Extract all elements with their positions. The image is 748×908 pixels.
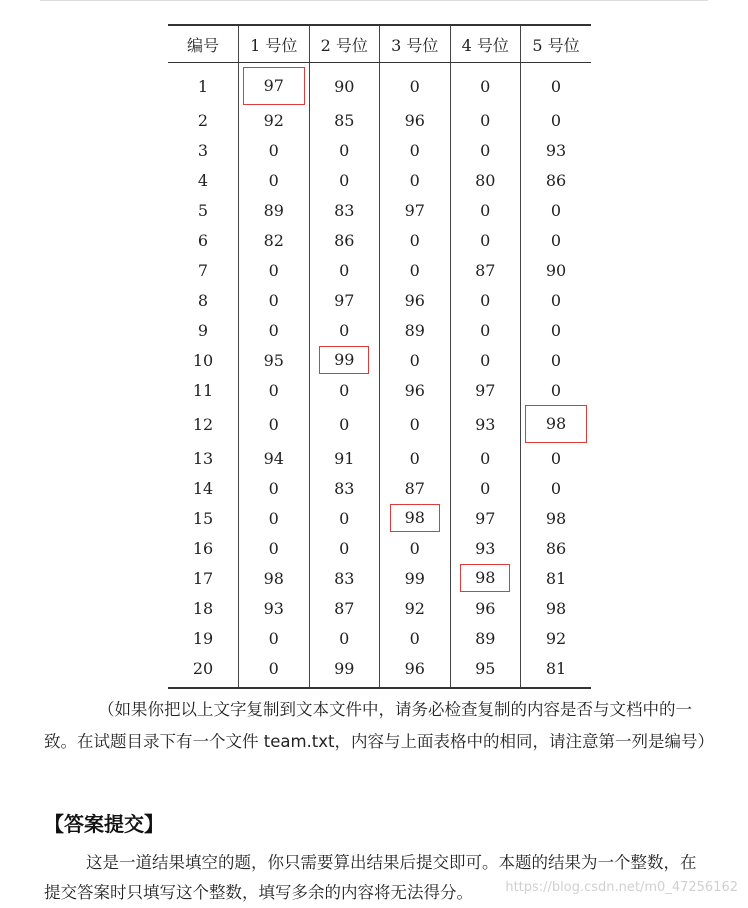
score-cell: 97 [309, 285, 380, 315]
score-cell: 82 [239, 225, 310, 255]
score-cell: 0 [380, 443, 451, 473]
table-row [168, 533, 591, 563]
score-cell: 0 [239, 315, 310, 345]
row-id-cell: 19 [192, 628, 214, 648]
score-cell: 96 [380, 105, 451, 135]
score-cell: 92 [239, 105, 310, 135]
score-cell: 0 [380, 405, 451, 443]
table-row [168, 345, 591, 375]
answer-heading: 【答案提交】 [44, 812, 164, 836]
score-cell: 0 [309, 623, 380, 653]
score-cell: 0 [521, 375, 592, 405]
score-cell: 86 [309, 225, 380, 255]
score-cell: 89 [450, 623, 521, 653]
table-row [168, 255, 591, 285]
score-cell: 99 [309, 653, 380, 688]
score-cell: 0 [309, 165, 380, 195]
score-cell: 0 [450, 225, 521, 255]
score-cell: 87 [380, 473, 451, 503]
row-id-cell: 15 [192, 508, 214, 528]
score-cell: 0 [239, 135, 310, 165]
highlight-box: 98 [390, 504, 440, 532]
score-cell: 93 [239, 593, 310, 623]
score-cell: 89 [239, 195, 310, 225]
table-row [168, 165, 591, 195]
row-id-cell: 17 [192, 568, 214, 588]
score-cell: 0 [239, 533, 310, 563]
score-cell: 87 [450, 255, 521, 285]
row-id-cell: 16 [192, 538, 214, 558]
score-cell: 0 [450, 315, 521, 345]
score-cell: 93 [450, 405, 521, 443]
score-cell: 98 [521, 503, 592, 533]
watermark: https://blog.csdn.net/m0_47256162 [505, 880, 738, 895]
table-row [168, 503, 591, 533]
highlight-box: 98 [460, 564, 510, 592]
score-cell: 0 [239, 473, 310, 503]
score-cell: 92 [380, 593, 451, 623]
score-table-container [168, 24, 591, 689]
row-id-cell: 4 [197, 170, 209, 190]
table-row [168, 593, 591, 623]
score-cell: 97 [450, 375, 521, 405]
score-cell: 86 [521, 165, 592, 195]
score-cell: 99 [380, 563, 451, 593]
row-id-cell: 1 [197, 76, 209, 96]
header-id: 编号 [168, 25, 239, 63]
table-header-row [168, 25, 591, 63]
note-paragraph: （如果你把以上文字复制到文本文件中，请务必检查复制的内容是否与文档中的一致。在试题目录下有一个文件 team.txt，内容与上面表格中的相同，请注意第一列是编号） [44, 700, 714, 751]
score-cell: 0 [450, 195, 521, 225]
score-cell: 0 [309, 255, 380, 285]
row-id-cell: 6 [197, 230, 209, 250]
score-cell: 0 [521, 315, 592, 345]
score-cell: 0 [521, 345, 592, 375]
table-row [168, 653, 591, 688]
score-cell: 0 [450, 473, 521, 503]
score-cell: 0 [239, 405, 310, 443]
score-cell [309, 345, 380, 375]
row-id-cell: 10 [192, 350, 214, 370]
table-row [168, 135, 591, 165]
score-cell: 81 [521, 563, 592, 593]
score-cell: 0 [309, 135, 380, 165]
score-cell: 0 [521, 285, 592, 315]
score-cell: 0 [239, 255, 310, 285]
score-cell: 0 [521, 63, 592, 106]
score-cell: 96 [380, 285, 451, 315]
table-row [168, 405, 591, 443]
score-cell: 80 [450, 165, 521, 195]
score-cell: 0 [450, 105, 521, 135]
row-id-cell: 9 [197, 320, 209, 340]
highlight-box: 97 [243, 67, 305, 105]
score-cell: 87 [309, 593, 380, 623]
table-row [168, 315, 591, 345]
score-cell: 0 [380, 165, 451, 195]
table-row [168, 105, 591, 135]
score-cell: 96 [380, 375, 451, 405]
score-cell: 0 [239, 375, 310, 405]
score-cell [521, 405, 592, 443]
score-cell: 0 [239, 285, 310, 315]
score-cell: 96 [450, 593, 521, 623]
table-row [168, 623, 591, 653]
score-cell: 0 [239, 623, 310, 653]
score-cell: 0 [450, 443, 521, 473]
row-id-cell: 5 [197, 200, 209, 220]
table-row [168, 195, 591, 225]
highlight-box: 99 [319, 346, 369, 374]
score-cell: 97 [450, 503, 521, 533]
score-cell: 0 [380, 225, 451, 255]
score-cell: 0 [380, 345, 451, 375]
table-row [168, 285, 591, 315]
score-cell: 97 [380, 195, 451, 225]
score-cell: 0 [450, 285, 521, 315]
score-cell: 0 [380, 533, 451, 563]
score-cell: 0 [309, 533, 380, 563]
score-cell: 92 [521, 623, 592, 653]
score-cell: 93 [521, 135, 592, 165]
score-cell: 89 [380, 315, 451, 345]
row-id-cell: 14 [192, 478, 214, 498]
score-cell: 98 [239, 563, 310, 593]
table-row [168, 473, 591, 503]
score-cell: 0 [239, 503, 310, 533]
score-cell: 94 [239, 443, 310, 473]
header-pos-2: 2 号位 [309, 25, 380, 63]
score-cell: 86 [521, 533, 592, 563]
score-cell: 0 [380, 135, 451, 165]
table-body [168, 63, 591, 689]
score-cell: 81 [521, 653, 592, 688]
score-cell: 83 [309, 563, 380, 593]
score-cell: 90 [521, 255, 592, 285]
score-cell: 0 [521, 443, 592, 473]
score-cell: 0 [521, 195, 592, 225]
score-cell: 91 [309, 443, 380, 473]
score-cell: 90 [309, 63, 380, 106]
score-cell: 0 [450, 63, 521, 106]
score-cell: 83 [309, 195, 380, 225]
table-row [168, 375, 591, 405]
score-cell: 0 [521, 225, 592, 255]
score-cell: 95 [450, 653, 521, 688]
score-cell: 0 [450, 345, 521, 375]
top-divider [40, 0, 708, 1]
score-cell: 0 [450, 135, 521, 165]
table-row [168, 563, 591, 593]
score-cell: 85 [309, 105, 380, 135]
score-cell: 96 [380, 653, 451, 688]
score-cell: 0 [309, 405, 380, 443]
score-cell: 0 [309, 315, 380, 345]
score-cell: 93 [450, 533, 521, 563]
highlight-box: 98 [525, 405, 587, 443]
header-pos-4: 4 号位 [450, 25, 521, 63]
score-cell: 83 [309, 473, 380, 503]
score-cell: 0 [380, 623, 451, 653]
score-cell: 0 [309, 503, 380, 533]
score-cell: 0 [521, 105, 592, 135]
score-cell: 98 [521, 593, 592, 623]
score-cell: 95 [239, 345, 310, 375]
header-pos-1: 1 号位 [239, 25, 310, 63]
row-id-cell: 2 [197, 110, 209, 130]
row-id-cell: 11 [192, 380, 214, 400]
score-cell: 0 [380, 63, 451, 106]
row-id-cell: 12 [192, 414, 214, 434]
score-cell: 0 [239, 653, 310, 688]
score-cell [450, 563, 521, 593]
score-cell [239, 63, 310, 106]
score-cell [380, 503, 451, 533]
row-id-cell: 7 [197, 260, 209, 280]
score-cell: 0 [380, 255, 451, 285]
score-cell: 0 [309, 375, 380, 405]
row-id-cell: 3 [197, 140, 209, 160]
row-id-cell: 20 [192, 658, 214, 678]
row-id-cell: 8 [197, 290, 209, 310]
score-table [168, 24, 591, 689]
header-pos-5: 5 号位 [521, 25, 592, 63]
table-row [168, 443, 591, 473]
table-row [168, 225, 591, 255]
header-pos-3: 3 号位 [380, 25, 451, 63]
answer-body: 这是一道结果填空的题，你只需要算出结果后提交即可。本题的结果为一个整数，在提交答案时只填写这个整数，填写多余的内容将无法得分。 [44, 853, 697, 902]
table-row [168, 63, 591, 106]
row-id-cell: 13 [192, 448, 214, 468]
score-cell: 0 [521, 473, 592, 503]
score-cell: 0 [239, 165, 310, 195]
row-id-cell: 18 [192, 598, 214, 618]
